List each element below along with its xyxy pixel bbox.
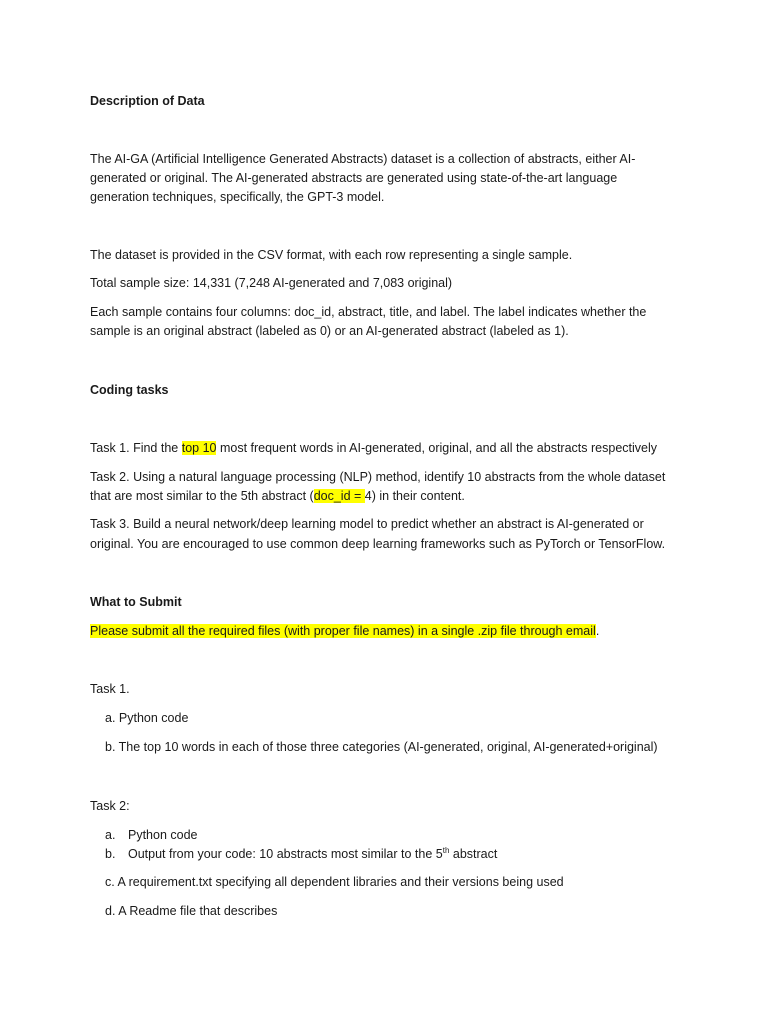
task3-line-2: original. You are encouraged to use common deep learning frameworks such as PyTorch or TensorFlow. [90,537,666,551]
item-b-marker: b. [105,847,116,861]
submit-task2-item-a [105,826,198,845]
heading-what-to-submit: What to Submit [90,595,182,609]
task1-highlight: top 10 [181,441,217,455]
item-b-text-post: abstract [449,847,498,861]
columns-line-1: Each sample contains four columns: doc_id, abstract, title, and label. The label indicates whether the [90,305,647,319]
submit-task2-item-c: c. A requirement.txt specifying all dependent libraries and their versions being used [105,875,564,889]
task1-text-pre: Task 1. Find the [90,441,182,455]
submit-task1-label: Task 1. [90,682,130,696]
submit-task1-item-b: b. The top 10 words in each of those three categories (AI-generated, original, AI-generated+original) [105,740,658,754]
submit-task1-item-a: a. Python code [105,711,189,725]
task3-line-1: Task 3. Build a neural network/deep learning model to predict whether an abstract is AI-generated or [90,517,644,531]
intro-line-1: The AI-GA (Artificial Intelligence Generated Abstracts) dataset is a collection of abstracts, either AI- [90,152,636,166]
heading-description-of-data: Description of Data [90,94,205,108]
intro-line-3: generation techniques, specifically, the GPT-3 model. [90,190,385,204]
submit-task2-item-b [105,845,497,864]
task2-text-post: 4) in their content. [364,489,465,503]
item-b-text-pre: Output from your code: 10 abstracts most similar to the 5 [128,847,443,861]
submit-task2-label: Task 2: [90,799,130,813]
format-paragraph: The dataset is provided in the CSV format, with each row representing a single sample. [90,248,573,262]
submit-task2-item-d: d. A Readme file that describes [105,904,278,918]
task2-highlight: doc_id = [313,489,365,503]
item-a-text: Python code [128,828,198,842]
task2-line-1: Task 2. Using a natural language processing (NLP) method, identify 10 abstracts from the whole dataset [90,470,666,484]
task1-paragraph [90,439,657,458]
submit-note-period: . [595,624,600,638]
intro-line-2: generated or original. The AI-generated abstracts are generated using state-of-the-art language [90,171,618,185]
heading-coding-tasks: Coding tasks [90,383,169,397]
columns-line-2: sample is an original abstract (labeled as 0) or an AI-generated abstract (labeled as 1). [90,324,569,338]
item-b-superscript: th [442,845,450,855]
submit-note [90,622,599,641]
task2-text-pre: that are most similar to the 5th abstract ( [90,489,314,503]
sample-size-paragraph: Total sample size: 14,331 (7,248 AI-generated and 7,083 original) [90,276,453,290]
task2-line-2 [90,487,465,506]
submit-note-highlight: Please submit all the required files (with proper file names) in a single .zip file through email [90,624,596,638]
item-a-marker: a. [105,828,116,842]
task1-text-post: most frequent words in AI-generated, original, and all the abstracts respectively [216,441,657,455]
